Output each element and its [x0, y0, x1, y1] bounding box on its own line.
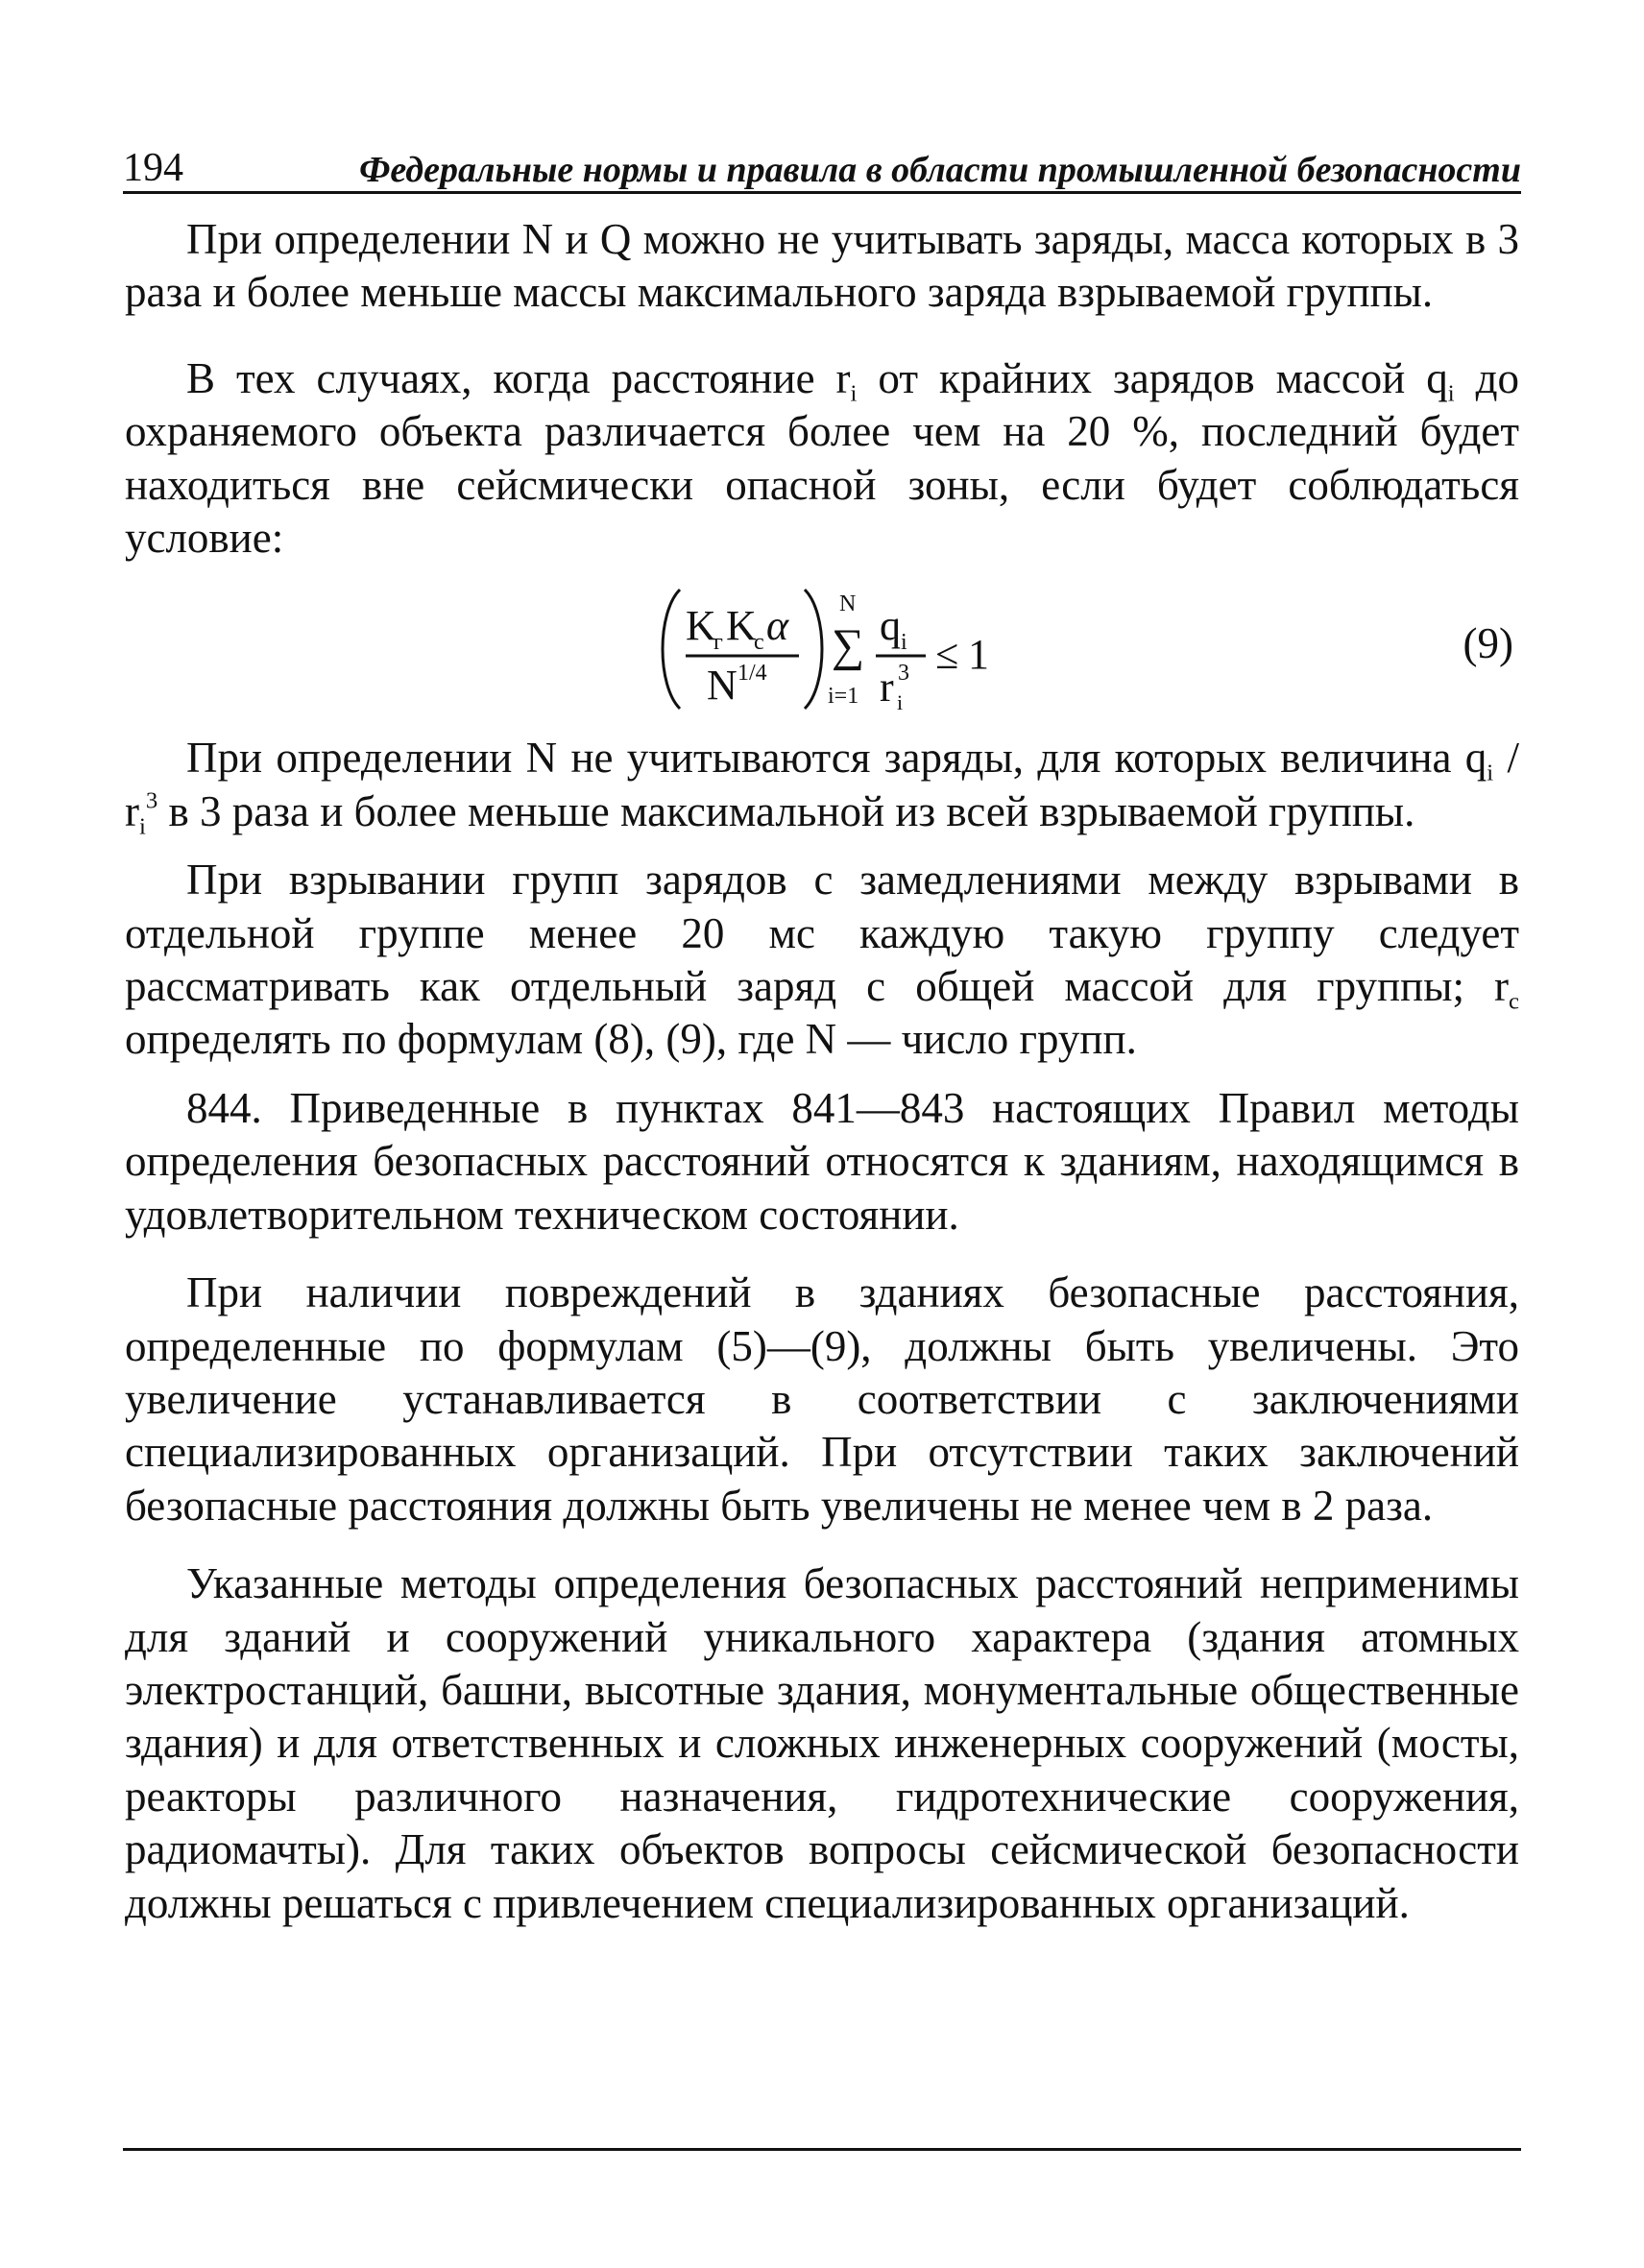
formula-alpha: α — [766, 602, 789, 650]
formula-k2-subscript: c — [754, 630, 764, 656]
superscript: 3 — [145, 787, 158, 814]
paragraph-text: от крайних зарядов массой q — [857, 353, 1448, 402]
formula-r: r — [880, 664, 894, 712]
paragraph-distance-condition — [125, 352, 1519, 566]
running-header-title: Федеральные нормы и правила в области промышленной безопасности — [359, 150, 1521, 190]
sum-lower-limit: i=1 — [828, 684, 859, 710]
formula-k2: K — [726, 602, 757, 650]
formula-number: (9) — [1463, 619, 1513, 668]
subscript: i — [1447, 380, 1455, 407]
paragraph-text: определять по формулам (8), (9), где N — число групп. — [125, 1015, 1137, 1064]
paragraph-unique-structures: Указанные методы определения безопасных расстояний неприменимы для зданий и сооружений уникального характера (здания атомных электростанций, башни, высотные здания, монументальные общественные здания) и для ответственных и сложных инженерных сооружений (мосты, реакторы различного назначения, гидротехнические сооружения, радиомачты). Для таких объектов вопросы сейсмической безопасности должны решаться с привлечением специализированных организаций. — [125, 1559, 1519, 1927]
formula-rhs: 1 — [968, 631, 989, 679]
running-header — [123, 144, 1521, 194]
subscript: i — [850, 380, 858, 407]
bottom-rule — [123, 2148, 1521, 2151]
paragraph-text: / r — [125, 734, 1519, 835]
paragraph-group-delays — [125, 854, 1519, 1067]
paragraph-charges-exclusion: При определении N и Q можно не учитывать заряды, масса которых в 3 раза и более меньше массы максимального заряда взрываемой группы. — [125, 215, 1519, 317]
right-parenthesis — [805, 590, 822, 709]
paragraph-text: в 3 раза и более меньше максимальной из всей взрываемой группы. — [157, 786, 1415, 835]
paragraph-text: В тех случаях, когда расстояние r — [186, 353, 851, 402]
paragraph-exclusion-ratio — [125, 732, 1519, 838]
paragraph-text: до охраняемого объекта различается более чем на 20 %, последний будет находиться вне сейсмически опасной зоны, если будет соблюдаться условие: — [125, 353, 1519, 563]
subscript: c — [1509, 988, 1519, 1015]
subscript: i — [139, 813, 146, 840]
sum-sign: ∑ — [832, 620, 865, 672]
formula-expression — [651, 584, 1189, 714]
left-parenthesis — [663, 590, 680, 709]
paragraph-text: При взрывании групп зарядов с замедлениями между взрывами в отдельной группе менее 20 мс каждую такую группу следует рассматривать как отдельный заряд с общей массой для группы; r — [125, 856, 1519, 1011]
formula-r-exponent: 3 — [898, 661, 909, 687]
paragraph-844: 844. Приведенные в пунктах 841—843 настоящих Правил методы определения безопасных расстояний относятся к зданиям, находящимся в удовлетворительном техническом состоянии. — [125, 1083, 1519, 1239]
paragraph-text: При определении N не учитываются заряды, для которых величина q — [186, 734, 1487, 783]
formula-denominator-base: N — [707, 662, 737, 710]
subscript: i — [1487, 760, 1494, 787]
page-body — [125, 213, 1519, 1930]
page-number: 194 — [123, 146, 183, 190]
formula-k1-subscript: г — [713, 630, 723, 656]
formula-relation: ≤ — [935, 631, 959, 679]
formula-q-subscript: i — [901, 630, 907, 656]
formula-9 — [125, 584, 1519, 714]
paragraph-damaged-buildings: При наличии повреждений в зданиях безопасные расстояния, определенные по формулам (5)—(9), должны быть увеличены. Это увеличение устанавливается в соответствии с заключениями специализированных организаций. При отсутствии таких заключений безопасные расстояния должны быть увеличены не менее чем в 2 раза. — [125, 1268, 1519, 1530]
sum-upper-limit: N — [839, 591, 857, 617]
formula-k1: K — [686, 602, 716, 650]
formula-r-subscript: i — [897, 690, 904, 715]
formula-denominator-exponent: 1/4 — [737, 661, 767, 687]
formula-q: q — [880, 602, 901, 650]
